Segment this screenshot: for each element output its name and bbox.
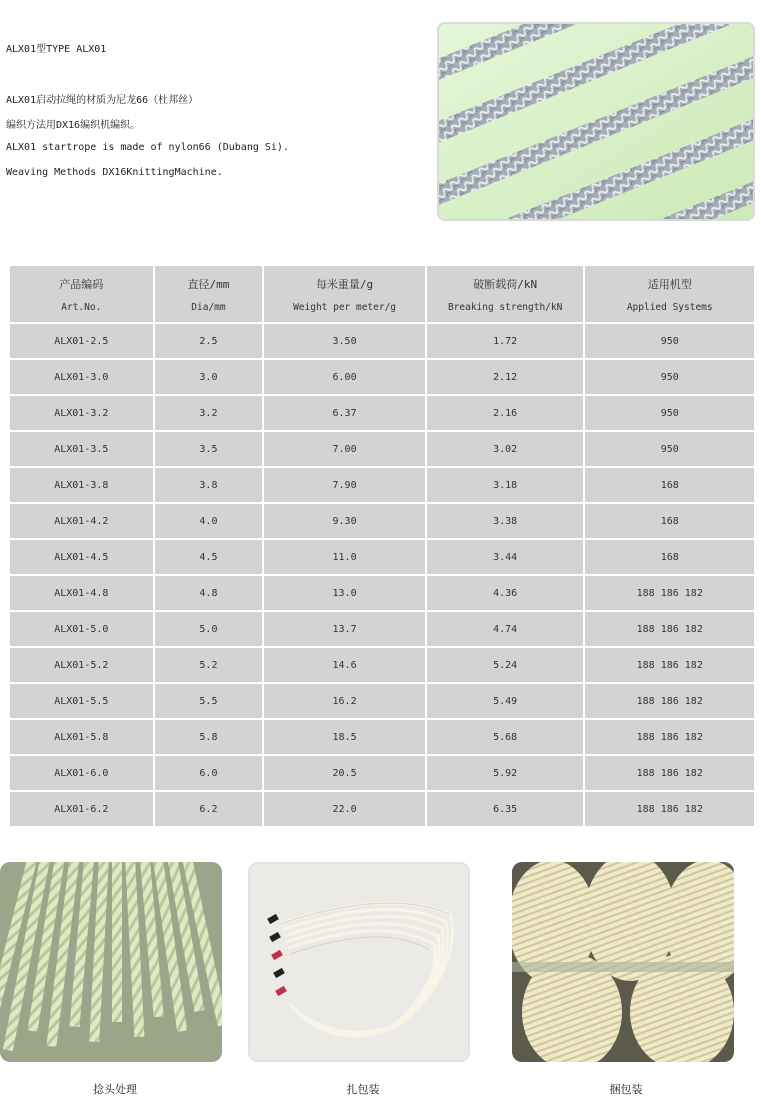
caption-tied-package: 扎包装 <box>346 1083 380 1096</box>
column-header <box>155 266 263 322</box>
table-cell: ALX01-5.0 <box>10 612 153 646</box>
table-cell: 950 <box>585 324 754 358</box>
table-cell: 5.92 <box>427 756 584 790</box>
table-row <box>10 648 754 682</box>
table-row <box>10 576 754 610</box>
table-cell: ALX01-3.5 <box>10 432 153 466</box>
column-header-zh: 破断载荷/kN <box>473 277 538 291</box>
table-cell: 188 186 182 <box>585 792 754 826</box>
column-header-en: Breaking strength/kN <box>447 301 563 313</box>
table-cell: ALX01-3.2 <box>10 396 153 430</box>
table-cell: 168 <box>585 504 754 538</box>
table-cell: 5.8 <box>155 720 263 754</box>
table-cell: 6.37 <box>264 396 425 430</box>
column-header-zh: 每米重量/g <box>315 277 374 291</box>
column-header <box>264 266 425 322</box>
column-header-zh: 适用机型 <box>647 277 692 291</box>
table-row <box>10 468 754 502</box>
table-cell: 3.50 <box>264 324 425 358</box>
table-cell: ALX01-2.5 <box>10 324 153 358</box>
table-row <box>10 324 754 358</box>
table-cell: 2.16 <box>427 396 584 430</box>
table-row <box>10 684 754 718</box>
table-row <box>10 792 754 826</box>
column-header-zh: 直径/mm <box>187 277 230 291</box>
table-cell: 5.24 <box>427 648 584 682</box>
table-cell: 11.0 <box>264 540 425 574</box>
table-cell: ALX01-4.5 <box>10 540 153 574</box>
table-body <box>10 324 754 826</box>
table-cell: 950 <box>585 360 754 394</box>
table-cell: ALX01-4.8 <box>10 576 153 610</box>
table-cell: 4.8 <box>155 576 263 610</box>
column-header-zh: 产品编码 <box>59 277 104 291</box>
table-cell: ALX01-5.5 <box>10 684 153 718</box>
table-cell: 22.0 <box>264 792 425 826</box>
tied-cord-bundle-illustration <box>250 864 468 1060</box>
spec-table <box>8 264 756 828</box>
column-header <box>427 266 584 322</box>
table-cell: 6.00 <box>264 360 425 394</box>
table-cell: ALX01-3.8 <box>10 468 153 502</box>
table-cell: 168 <box>585 468 754 502</box>
table-cell: 5.2 <box>155 648 263 682</box>
table-row <box>10 504 754 538</box>
table-cell: ALX01-3.0 <box>10 360 153 394</box>
rope-product-image <box>437 22 755 221</box>
table-cell: ALX01-4.2 <box>10 504 153 538</box>
table-cell: ALX01-5.8 <box>10 720 153 754</box>
material-en: ALX01 startrope is made of nylon66 (Dubang Si). <box>6 142 289 153</box>
material-zh: ALX01启动拉绳的材质为尼龙66（杜邦丝） <box>6 95 199 106</box>
table-cell: 16.2 <box>264 684 425 718</box>
table-cell: 2.5 <box>155 324 263 358</box>
table-cell: 4.36 <box>427 576 584 610</box>
caption-bundle-package: 捆包装 <box>609 1083 643 1096</box>
method-zh: 编织方法用DX16编织机编织。 <box>6 120 141 131</box>
table-cell: 3.44 <box>427 540 584 574</box>
table-cell: 3.02 <box>427 432 584 466</box>
table-cell: 3.38 <box>427 504 584 538</box>
table-row <box>10 756 754 790</box>
table-cell: 7.00 <box>264 432 425 466</box>
column-header-en: Applied Systems <box>626 301 713 313</box>
table-cell: 168 <box>585 540 754 574</box>
caption-twisted-ends: 捻头处理 <box>93 1083 137 1096</box>
table-cell: 14.6 <box>264 648 425 682</box>
table-header-row <box>10 266 754 322</box>
table-cell: 1.72 <box>427 324 584 358</box>
table-cell: 2.12 <box>427 360 584 394</box>
table-row <box>10 396 754 430</box>
twisted-ends-photo <box>0 862 222 1062</box>
table-cell: 188 186 182 <box>585 576 754 610</box>
bundle-package-photo <box>512 862 734 1062</box>
method-en: Weaving Methods DX16KnittingMachine. <box>6 167 223 178</box>
table-cell: 188 186 182 <box>585 648 754 682</box>
table-cell: 950 <box>585 396 754 430</box>
column-header <box>585 266 754 322</box>
table-cell: 13.7 <box>264 612 425 646</box>
table-cell: 5.5 <box>155 684 263 718</box>
type-heading: ALX01型TYPE ALX01 <box>6 44 107 55</box>
twisted-rope-ends-illustration <box>0 862 222 1062</box>
table-row <box>10 432 754 466</box>
table-cell: 3.2 <box>155 396 263 430</box>
table-cell: 13.0 <box>264 576 425 610</box>
column-header-en: Art.No. <box>61 301 102 313</box>
table-cell: 7.90 <box>264 468 425 502</box>
column-header-en: Dia/mm <box>191 301 226 313</box>
coiled-cord-bundles-illustration <box>512 862 734 1062</box>
table-cell: ALX01-6.0 <box>10 756 153 790</box>
table-row <box>10 720 754 754</box>
table-cell: 9.30 <box>264 504 425 538</box>
column-header <box>10 266 153 322</box>
table-cell: 950 <box>585 432 754 466</box>
table-cell: ALX01-5.2 <box>10 648 153 682</box>
table-cell: 3.18 <box>427 468 584 502</box>
column-header-en: Weight per meter/g <box>293 301 397 313</box>
table-cell: ALX01-6.2 <box>10 792 153 826</box>
table-cell: 20.5 <box>264 756 425 790</box>
table-cell: 3.0 <box>155 360 263 394</box>
table-row <box>10 540 754 574</box>
table-cell: 4.74 <box>427 612 584 646</box>
braided-rope-illustration <box>439 24 753 219</box>
tied-package-photo <box>248 862 470 1062</box>
table-cell: 4.0 <box>155 504 263 538</box>
table-cell: 3.5 <box>155 432 263 466</box>
table-cell: 4.5 <box>155 540 263 574</box>
table-cell: 188 186 182 <box>585 720 754 754</box>
table-cell: 6.2 <box>155 792 263 826</box>
table-cell: 6.35 <box>427 792 584 826</box>
table-cell: 5.68 <box>427 720 584 754</box>
table-cell: 18.5 <box>264 720 425 754</box>
table-cell: 5.49 <box>427 684 584 718</box>
table-cell: 188 186 182 <box>585 684 754 718</box>
table-cell: 6.0 <box>155 756 263 790</box>
table-cell: 188 186 182 <box>585 612 754 646</box>
table-cell: 3.8 <box>155 468 263 502</box>
table-row <box>10 612 754 646</box>
table-cell: 188 186 182 <box>585 756 754 790</box>
table-cell: 5.0 <box>155 612 263 646</box>
table-row <box>10 360 754 394</box>
